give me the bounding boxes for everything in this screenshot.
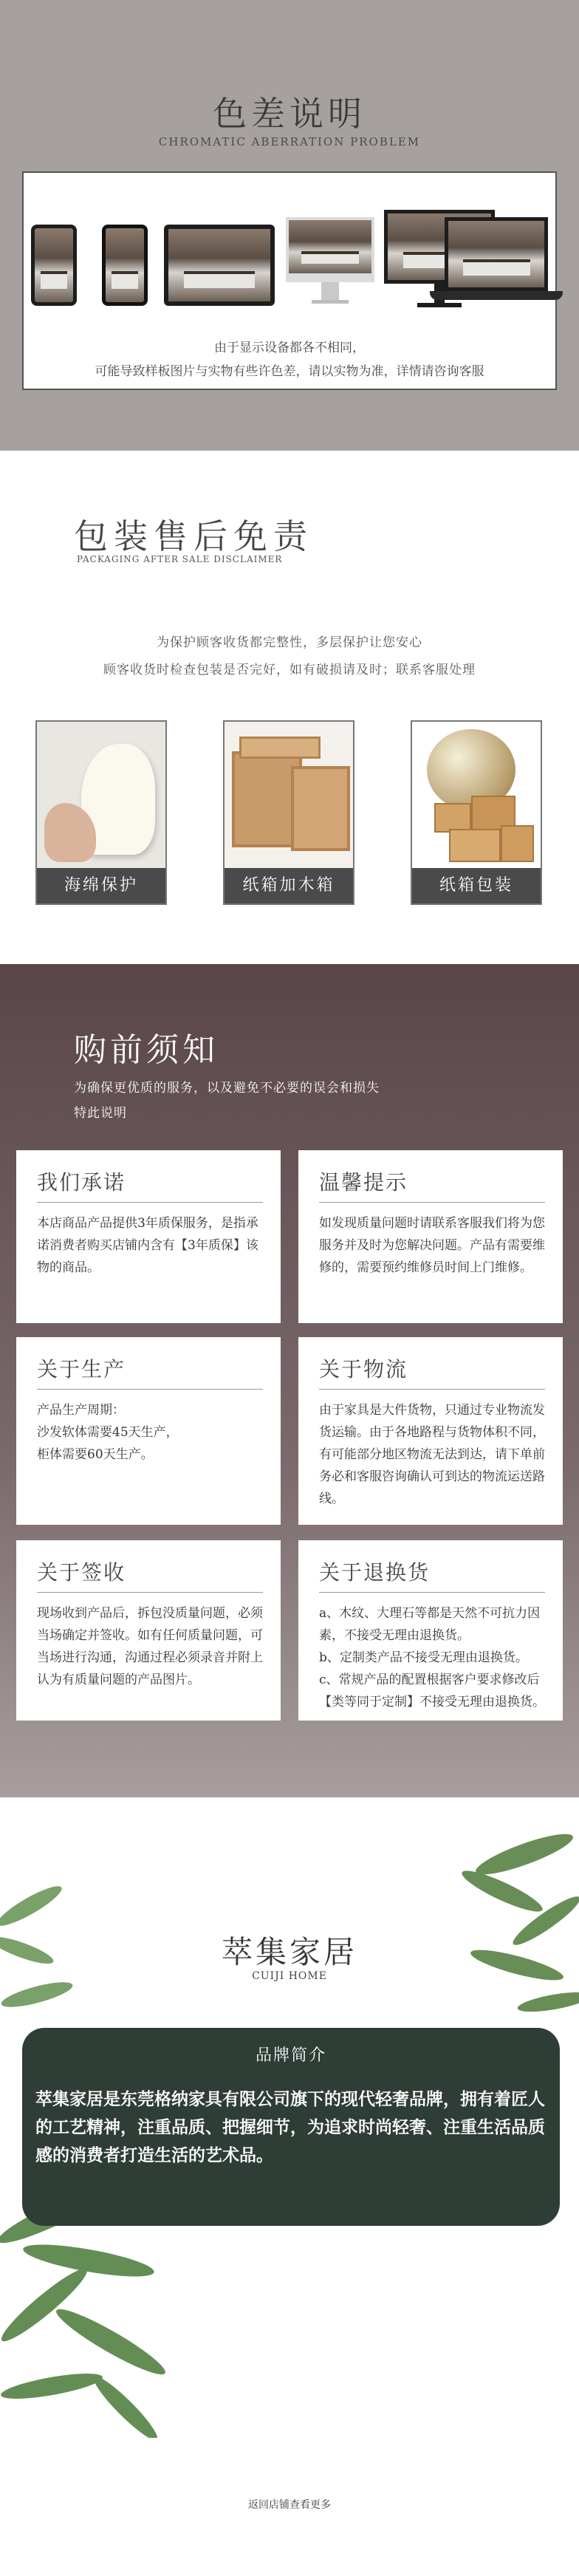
card-title: 关于生产 [37,1357,126,1381]
pack-item-carton [411,720,542,905]
card-divider [319,1592,545,1593]
card-title: 关于签收 [37,1560,126,1585]
device-row [31,202,548,313]
desktop-monitor-image [286,217,374,313]
card-divider [319,1389,545,1390]
card-title: 关于物流 [319,1357,408,1381]
brand-intro-title: 品牌简介 [255,2046,326,2065]
sponge-image [37,722,165,870]
pack-item-label: 纸箱包装 [412,868,541,903]
tablet-image [164,225,275,306]
brand-name-en: CUIJI HOME [252,1970,327,1982]
pack-item-sponge [35,720,167,905]
card-body: 本店商品产品提供3年质保服务，是指承诺消费者购买店铺内含有【3年质保】该物的商品。 [37,1216,258,1275]
phone-image [31,225,77,306]
pack-item-label: 纸箱加木箱 [225,868,353,903]
brand-intro-box [22,2028,560,2226]
card-body: 由于家具是大件货物，只通过专业物流发货运输。由于各地路程与货物体积不同，有可能部分地区物流无法到达，请下单前务必和客服咨询确认可到达的物流运送路线。 [319,1403,545,1506]
card-divider [37,1202,263,1203]
card-body: a、木纹、大理石等都是天然不可抗力因素，不接受无理由退换货。 b、定制类产品不接受无理由退换货。 c、常规产品的配置根据客户要求修改后【类等同于定制】不接受无理由退换货。 [319,1606,545,1709]
card-receipt [16,1540,281,1721]
packaging-subtitle: PACKAGING AFTER SALE DISCLAIMER [77,554,283,564]
card-body: 如发现质量问题时请联系客服我们将为您服务并及时为您解决问题。产品有需要维修的，需要预约维修员时间上门维修。 [319,1216,545,1275]
card-divider [319,1202,545,1203]
card-divider [37,1592,263,1593]
card-tips [298,1150,563,1323]
card-divider [37,1389,263,1390]
card-title: 温馨提示 [319,1170,408,1195]
packaging-line-1: 为保护顾客收货都完整性，多层保护让您安心 [157,635,422,650]
packaging-line-2: 顾客收货时检查包装是否完好，如有破损请及时；联系客服处理 [103,663,476,677]
chromatic-title: 色差说明 [213,94,366,134]
pack-item-label: 海绵保护 [37,868,165,903]
card-production [16,1337,281,1525]
back-to-store-link[interactable]: 返回店铺查看更多 [248,2499,331,2511]
laptop-image [430,217,563,310]
notice-title: 购前须知 [74,1031,219,1069]
notice-intro-line-1: 为确保更优质的服务，以及避免不必要的误会和损失 [74,1081,380,1096]
chromatic-note-line-2: 可能导致样板图片与实物有些许色差，请以实物为准，详情请咨询客服 [95,364,484,379]
carton-boxes-image [412,722,541,870]
card-body: 现场收到产品后，拆包没质量问题，必须当场确定并签收。如有任何质量问题，可当场进行沟通，沟通过程必须录音并附上认为有质量问题的产品图片。 [37,1606,263,1687]
brand-name: 萃集家居 [221,1934,357,1970]
card-logistics [298,1337,563,1525]
card-promise [16,1150,281,1323]
pack-item-wood-crate [223,720,354,905]
phone-dark-image [102,225,148,306]
card-title: 我们承诺 [37,1170,126,1195]
card-returns [298,1540,563,1721]
brand-intro-body: 萃集家居是东莞格纳家具有限公司旗下的现代轻奢品牌，拥有着匠人的工艺精神，注重品质、把握细节，为追求时尚轻奢、注重生活品质感的消费者打造生活的艺术品。 [35,2089,545,2165]
chromatic-note-line-1: 由于显示设备都各不相同， [214,341,365,355]
wooden-crate-image [225,722,353,870]
packaging-title: 包装售后免责 [74,516,313,556]
card-body: 产品生产周期： 沙发软体需要45天生产， 柜体需要60天生产。 [37,1403,179,1462]
notice-section [0,964,579,1797]
chromatic-section [0,0,579,451]
card-title: 关于退换货 [319,1560,431,1585]
device-panel [22,171,557,390]
chromatic-subtitle: CHROMATIC ABERRATION PROBLEM [158,135,421,148]
notice-intro-line-2: 特此说明 [74,1106,127,1121]
